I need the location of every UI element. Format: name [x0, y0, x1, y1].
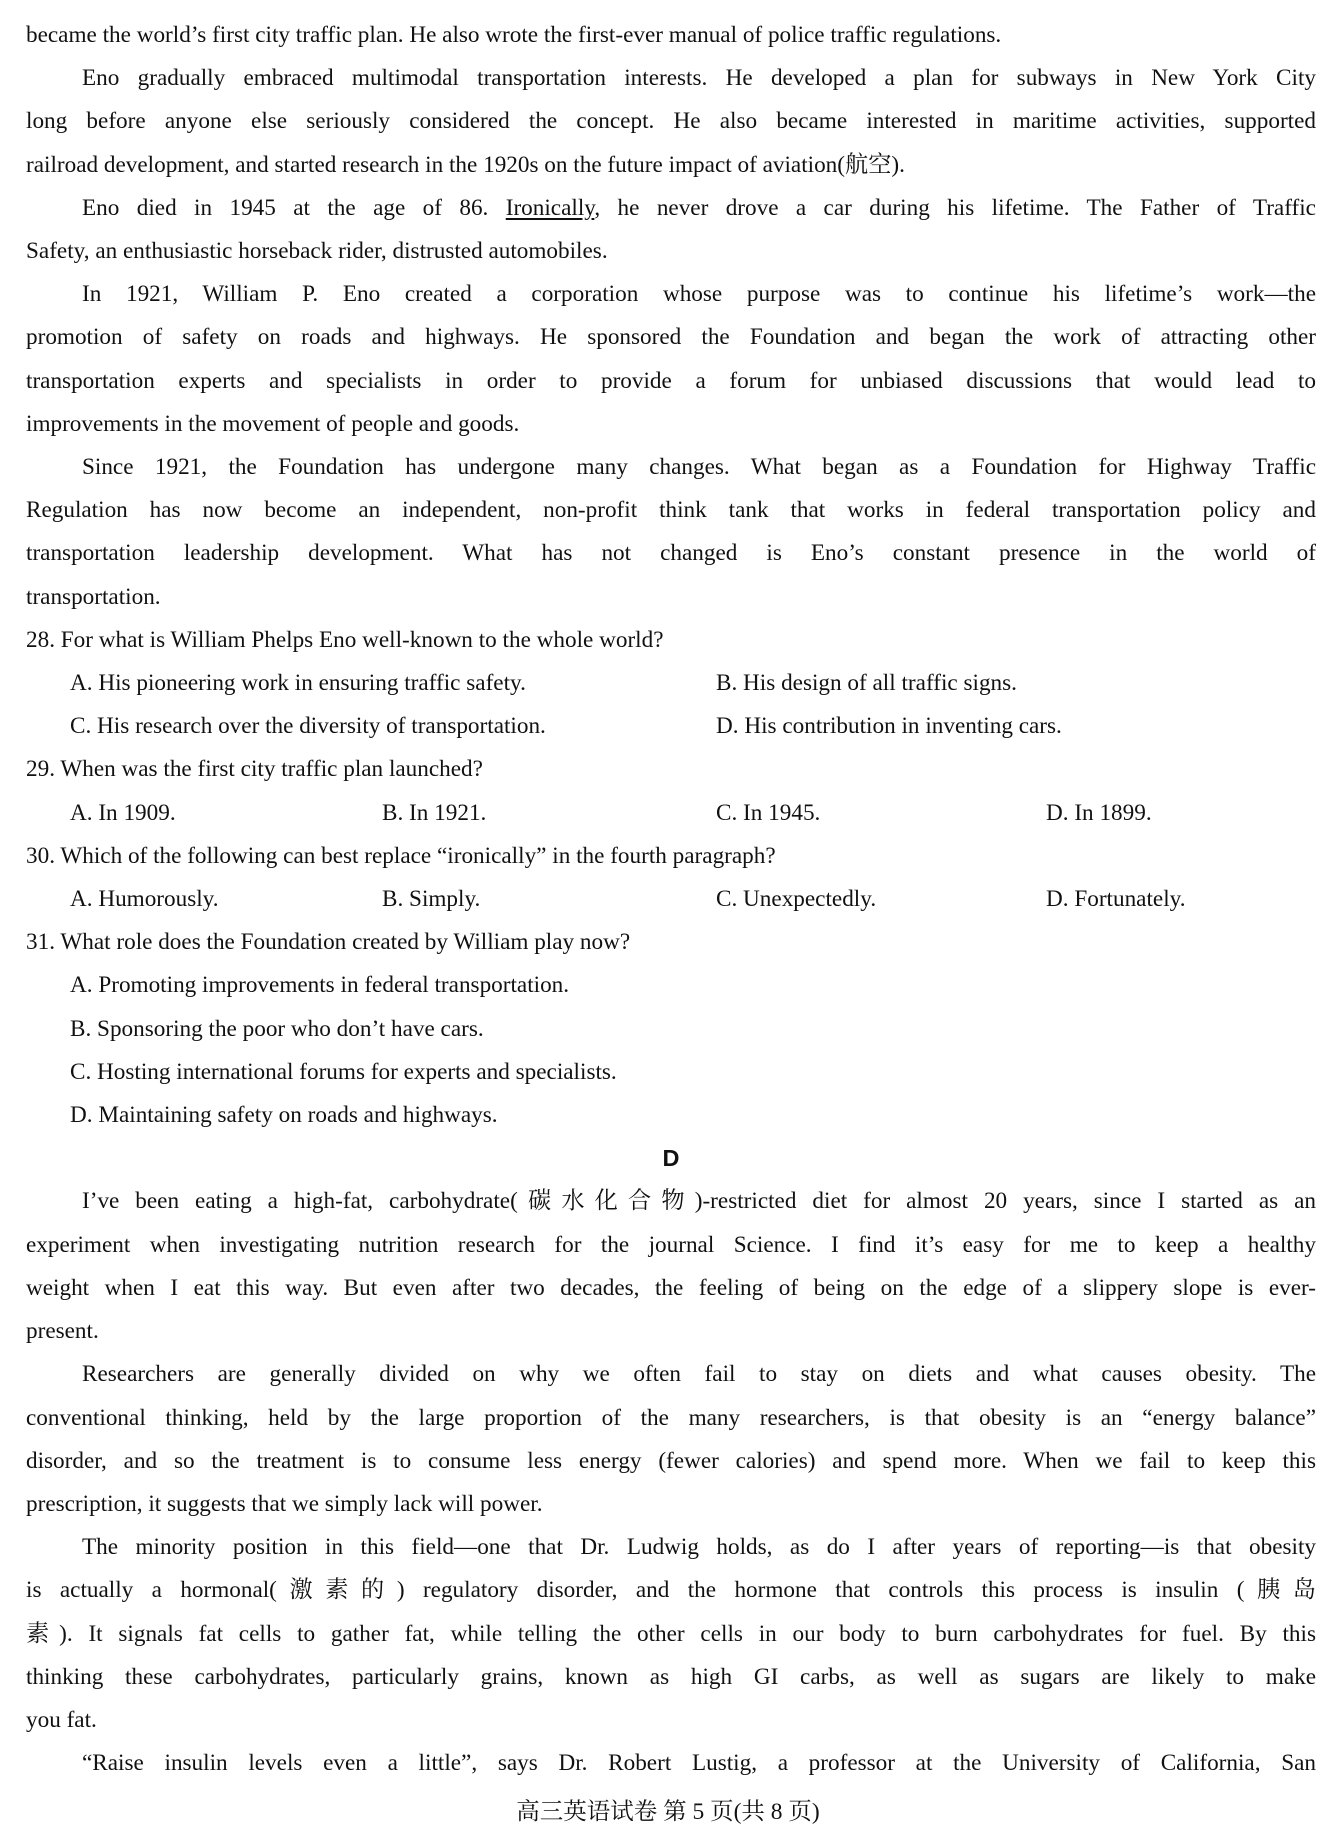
- passage-d-p3-line: The minority position in this field—one that Dr. Ludwig holds, as do I after years of reporting—is that obesity: [82, 1534, 1316, 1561]
- passage-d-p3-line: is actually a hormonal(激素的) regulatory disorder, and the hormone that controls this process is insulin (胰岛: [26, 1577, 1316, 1604]
- option-c: C. In 1945.: [716, 799, 821, 826]
- passage-c-p3-line: In 1921, William P. Eno created a corporation whose purpose was to continue his lifetime’s work—the: [82, 281, 1316, 308]
- text-run: Eno died in 1945 at the age of 86.: [82, 194, 506, 221]
- passage-c-p3-line: improvements in the movement of people and goods.: [26, 410, 520, 437]
- passage-d-p2-line: prescription, it suggests that we simply lack will power.: [26, 1490, 543, 1517]
- option-b: B. His design of all traffic signs.: [716, 670, 1017, 697]
- passage-c-p4-line: transportation leadership development. What has not changed is Eno’s constant presence in the world of: [26, 540, 1316, 567]
- option-a: A. Promoting improvements in federal transportation.: [70, 972, 570, 999]
- option-a: A. Humorously.: [70, 886, 219, 913]
- passage-c-p4-line: Since 1921, the Foundation has undergone many changes. What began as a Foundation for Highway Traffic: [82, 454, 1316, 481]
- option-d: D. His contribution in inventing cars.: [716, 713, 1062, 740]
- passage-c-p1-line: railroad development, and started research in the 1920s on the future impact of aviation(航空).: [26, 151, 905, 178]
- option-c: C. Unexpectedly.: [716, 886, 877, 913]
- passage-c-p4-line: transportation.: [26, 583, 161, 610]
- passage-c-p2-line: [26, 187, 1316, 230]
- option-b: B. In 1921.: [382, 799, 487, 826]
- question-29-options-row: [26, 792, 1316, 835]
- question-31-stem: 31. What role does the Foundation created by William play now?: [26, 929, 631, 956]
- passage-c-p3-line: promotion of safety on roads and highways. He sponsored the Foundation and began the work of attracting other: [26, 324, 1316, 351]
- passage-d-p3-line: 素). It signals fat cells to gather fat, while telling the other cells in our body to burn carbohydrates for fuel. By this: [26, 1620, 1316, 1647]
- question-28-stem: 28. For what is William Phelps Eno well-known to the whole world?: [26, 626, 664, 653]
- text-run: , he never drove a car during his lifetime. The Father of Traffic: [594, 194, 1316, 221]
- question-30-options-row: [26, 878, 1316, 921]
- passage-c-line: became the world’s first city traffic plan. He also wrote the first-ever manual of police traffic regulations.: [26, 22, 1002, 48]
- passage-d-p4-line: “Raise insulin levels even a little”, says Dr. Robert Lustig, a professor at the University of California, San: [82, 1750, 1316, 1777]
- exam-page: [26, 14, 1316, 1785]
- passage-d-heading: D: [662, 1145, 680, 1172]
- passage-d-p2-line: disorder, and so the treatment is to consume less energy (fewer calories) and spend more. When we fail to keep this: [26, 1447, 1316, 1474]
- question-30-stem: 30. Which of the following can best replace “ironically” in the fourth paragraph?: [26, 842, 776, 869]
- passage-c-p1-line: Eno gradually embraced multimodal transportation interests. He developed a plan for subways in New York City: [82, 65, 1316, 92]
- question-28-options-row: [26, 705, 1316, 748]
- passage-d-p1-line: weight when I eat this way. But even after two decades, the feeling of being on the edge of a slippery slope is ever-: [26, 1274, 1316, 1301]
- passage-d-p1-line: I’ve been eating a high-fat, carbohydrate(碳水化合物)-restricted diet for almost 20 years, since I started as an: [82, 1188, 1316, 1215]
- page-footer: 高三英语试卷 第 5 页(共 8 页): [516, 1799, 820, 1825]
- option-c: C. Hosting international forums for experts and specialists.: [70, 1058, 617, 1085]
- option-b: B. Sponsoring the poor who don’t have cars.: [70, 1015, 484, 1042]
- option-c: C. His research over the diversity of transportation.: [70, 713, 546, 740]
- passage-d-p3-line: thinking these carbohydrates, particularly grains, known as high GI carbs, as well as sugars are likely to make: [26, 1663, 1316, 1690]
- passage-c-p3-line: transportation experts and specialists in order to provide a forum for unbiased discussions that would lead to: [26, 367, 1316, 394]
- option-b: B. Simply.: [382, 886, 481, 913]
- passage-d-p3-line: you fat.: [26, 1706, 97, 1733]
- option-d: D. Fortunately.: [1046, 886, 1186, 913]
- option-a: A. His pioneering work in ensuring traffic safety.: [70, 670, 526, 697]
- passage-c-p2-line: Safety, an enthusiastic horseback rider, distrusted automobiles.: [26, 238, 608, 265]
- passage-c-p1-line: long before anyone else seriously considered the concept. He also became interested in maritime activities, supported: [26, 108, 1316, 135]
- question-28-options-row: [26, 662, 1316, 705]
- passage-d-p1-line: present.: [26, 1318, 99, 1345]
- passage-c-p4-line: Regulation has now become an independent, non-profit think tank that works in federal transportation policy and: [26, 497, 1316, 524]
- option-d: D. In 1899.: [1046, 799, 1152, 826]
- passage-d-p2-line: Researchers are generally divided on why we often fail to stay on diets and what causes obesity. The: [82, 1361, 1316, 1388]
- option-a: A. In 1909.: [70, 799, 176, 826]
- option-d: D. Maintaining safety on roads and highways.: [70, 1102, 498, 1129]
- passage-d-p2-line: conventional thinking, held by the large proportion of the many researchers, is that obesity is an “energy balance”: [26, 1404, 1316, 1431]
- underlined-word: Ironically: [505, 194, 595, 221]
- passage-d-p1-line: experiment when investigating nutrition research for the journal Science. I find it’s easy for me to keep a healthy: [26, 1231, 1316, 1258]
- question-29-stem: 29. When was the first city traffic plan launched?: [26, 756, 483, 783]
